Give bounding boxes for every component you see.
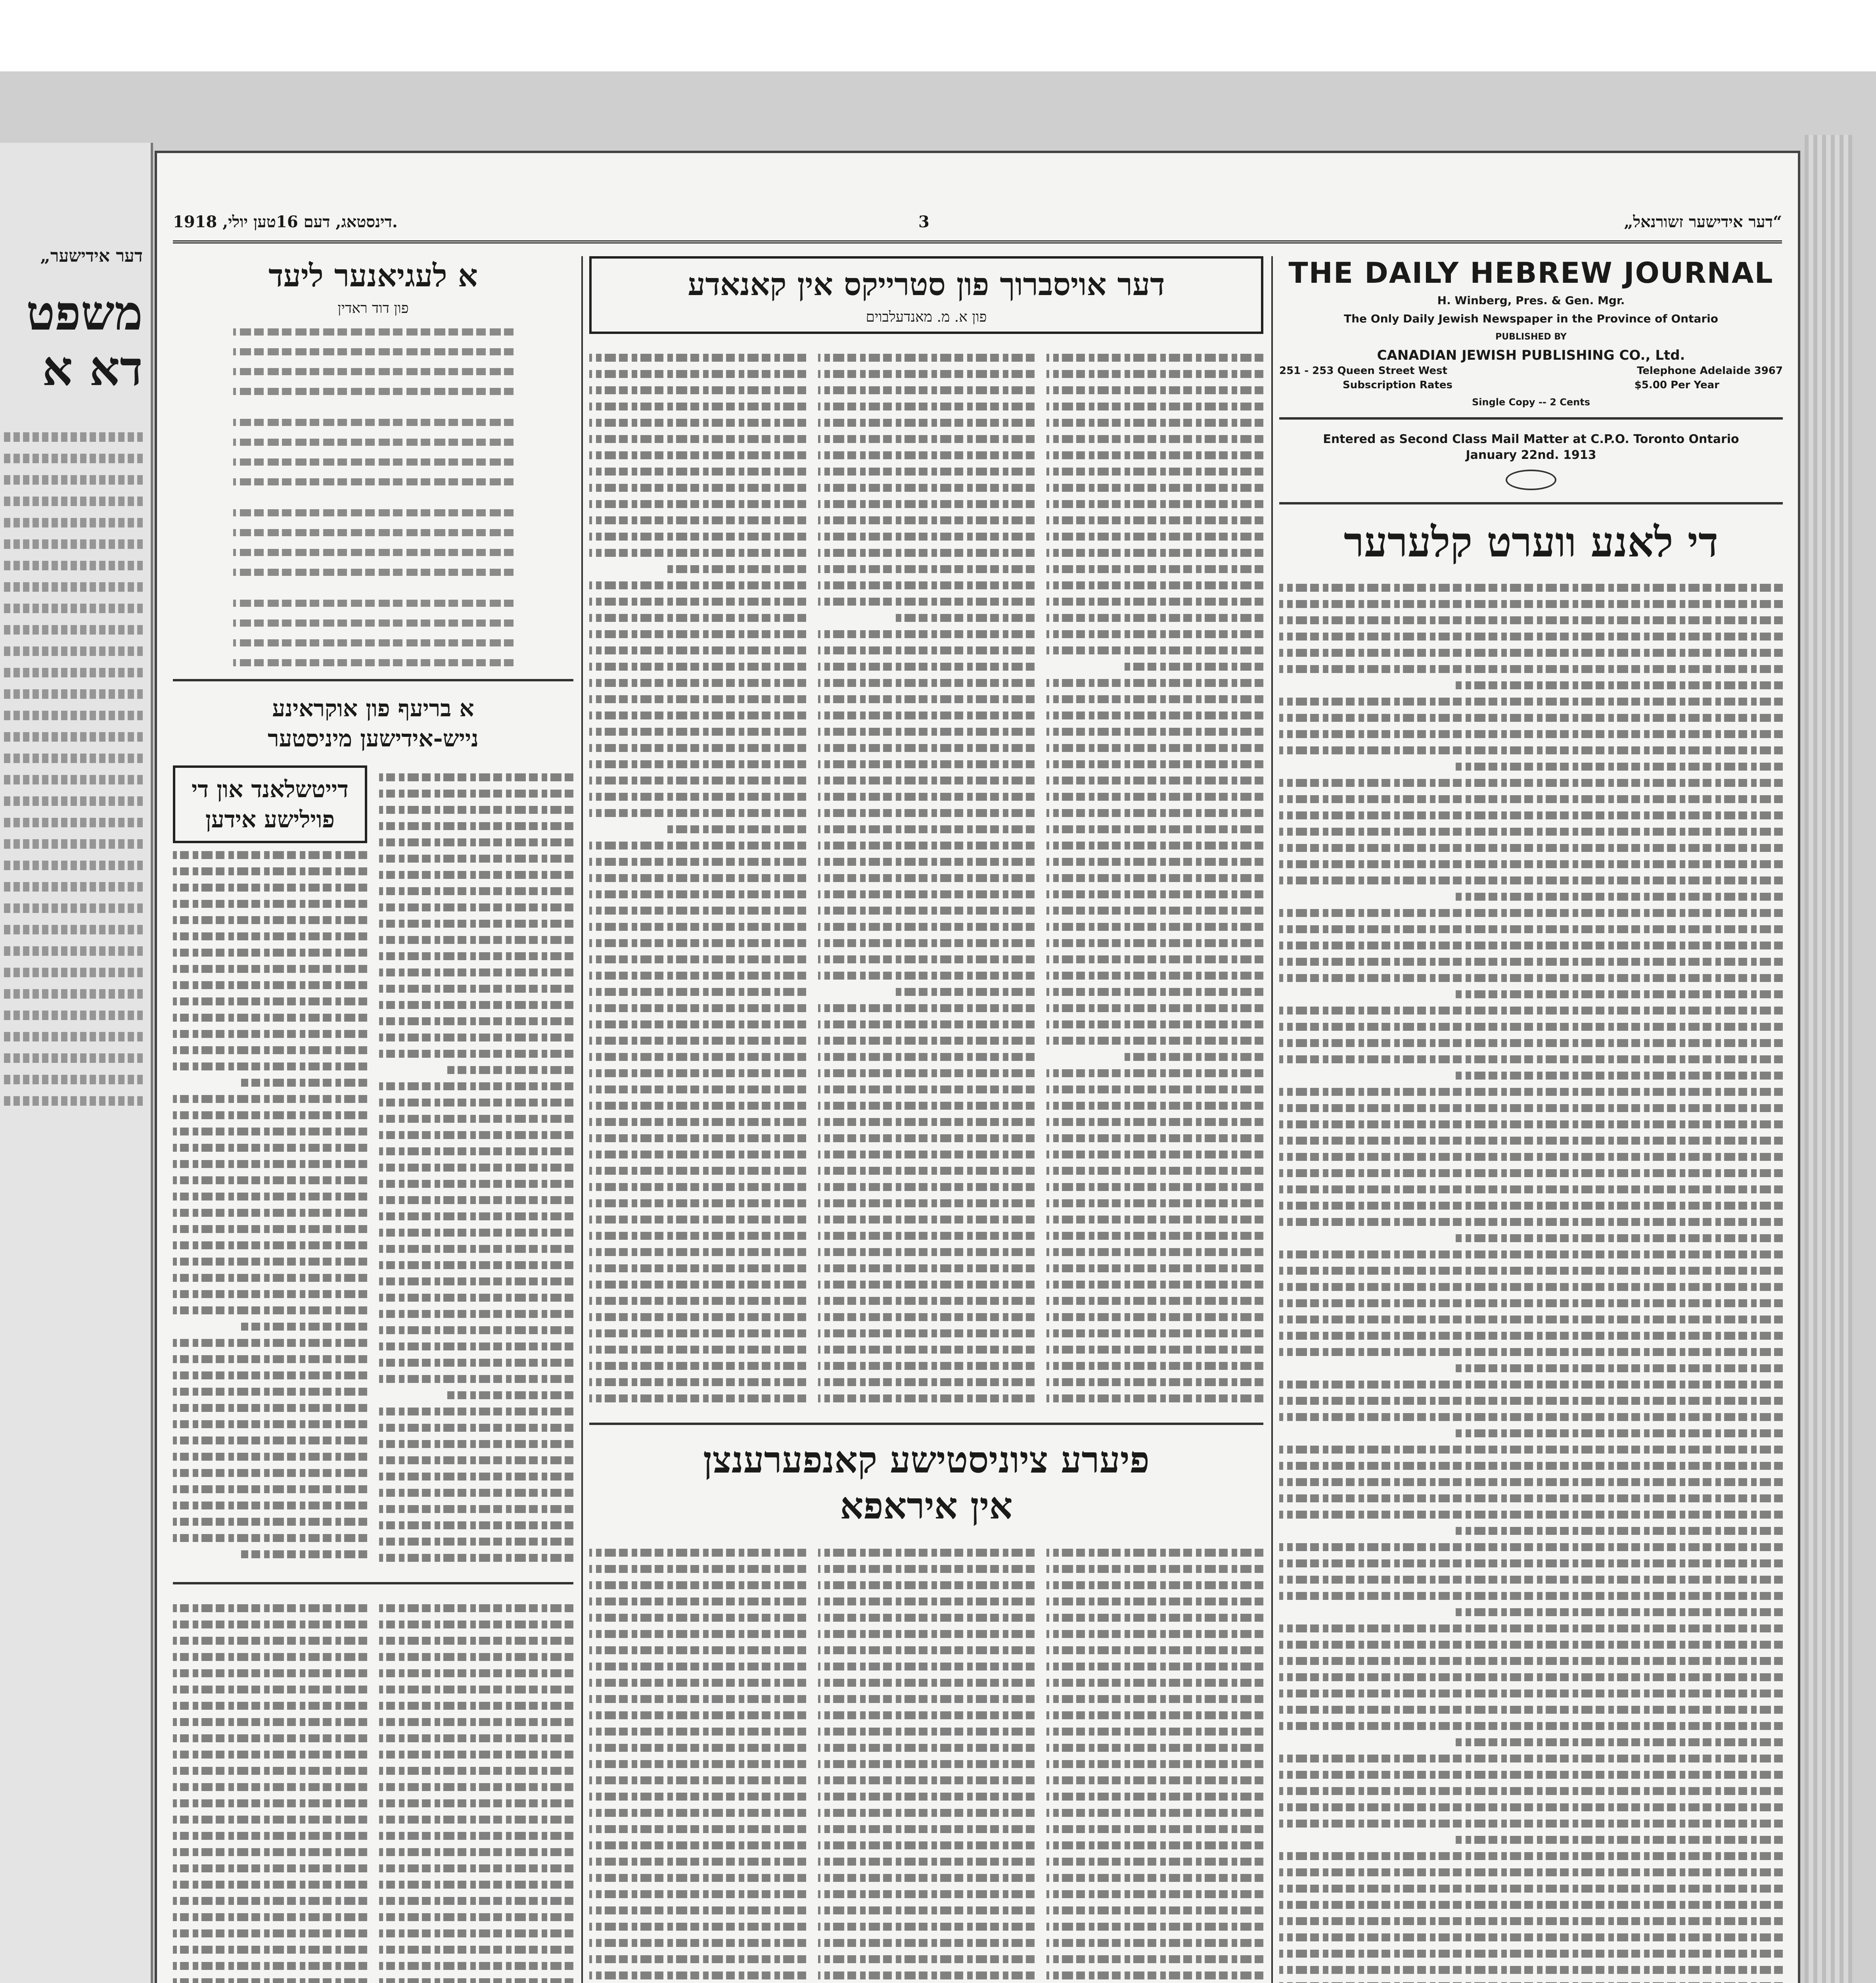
previous-page-header: „דער אידישער bbox=[40, 246, 143, 266]
strike-article-title: דער אויסברוך פון סטרייקס אין קאנאדע bbox=[688, 267, 1165, 303]
center-column bbox=[589, 256, 1263, 1983]
song-title: א לעגיאנער ליעד bbox=[268, 258, 478, 294]
masthead-tagline: The Only Daily Jewish Newspaper in the Province of Ontario bbox=[1344, 312, 1718, 325]
section-divider bbox=[173, 1582, 573, 1584]
ornament-icon bbox=[1506, 470, 1556, 490]
conference-column-right bbox=[1046, 1541, 1263, 1983]
column-rule bbox=[581, 256, 583, 1983]
section-divider bbox=[173, 679, 573, 681]
song-verses bbox=[173, 328, 573, 666]
column-rule bbox=[1271, 256, 1273, 1983]
strike-article-byline: פון א. מ. מאנדעלבוים bbox=[866, 309, 987, 325]
header-date: דינסטאג, דעם 16טען יולי, 1918. bbox=[173, 213, 398, 231]
conference-article-body bbox=[589, 1541, 1263, 1983]
letter-body-left bbox=[173, 765, 367, 1570]
masthead-company: CANADIAN JEWISH PUBLISHING CO., Ltd. bbox=[1377, 347, 1685, 363]
masthead-subscription-row bbox=[1279, 379, 1783, 391]
page-stack-edge bbox=[1805, 135, 1852, 1983]
subscription-label: Subscription Rates bbox=[1343, 379, 1453, 391]
letter-title: א בריעף פון אוקראינע נייש-אידישען מיניסטער bbox=[268, 695, 479, 752]
previous-page-text bbox=[0, 420, 151, 1106]
previous-page-edge bbox=[0, 143, 153, 1983]
single-copy-price: Single Copy -- 2 Cents bbox=[1472, 397, 1590, 408]
conference-title: פיערע ציוניסטישע קאנפערענצן אין איראפא bbox=[703, 1438, 1150, 1527]
previous-page-headline: משפט דא א bbox=[26, 285, 143, 397]
masthead-divider bbox=[1279, 417, 1783, 420]
running-header bbox=[173, 213, 1782, 244]
letter-section bbox=[173, 765, 573, 1570]
strike-article-body bbox=[589, 346, 1263, 1411]
section-divider bbox=[589, 1423, 1263, 1425]
postal-entry-notice: Entered as Second Class Mail Matter at C.P.O. Toronto Ontario January 22nd. 1913 bbox=[1323, 432, 1739, 462]
masthead-telephone: Telephone Adelaide 3967 bbox=[1636, 365, 1783, 377]
germany-title: דייטשלאנד און די פוילישע אידען bbox=[173, 765, 367, 843]
section-divider bbox=[1279, 502, 1783, 504]
masthead-published-by: PUBLISHED BY bbox=[1495, 332, 1567, 342]
editorial-body bbox=[1279, 584, 1783, 1983]
masthead-address: 251 - 253 Queen Street West bbox=[1279, 365, 1447, 377]
editorial-title: די לאנע ווערט קלערער bbox=[1343, 518, 1719, 566]
masthead-publisher: H. Winberg, Pres. & Gen. Mgr. bbox=[1437, 294, 1625, 307]
masthead-title: THE DAILY HEBREW JOURNAL bbox=[1288, 256, 1774, 290]
strike-article-header bbox=[589, 256, 1263, 334]
header-page-number: 3 bbox=[918, 213, 929, 231]
right-column bbox=[1279, 256, 1783, 1983]
masthead bbox=[1279, 256, 1783, 490]
song-byline: פון דוד ראדין bbox=[337, 300, 409, 316]
newspaper-page bbox=[155, 151, 1800, 1983]
left-column bbox=[173, 256, 573, 1983]
letter-body-right bbox=[379, 773, 573, 1570]
left-lower-text bbox=[173, 1596, 573, 1983]
masthead-address-row bbox=[1279, 365, 1783, 377]
header-paper-name: „דער אידישער זשורנאל“ bbox=[1624, 213, 1782, 231]
subscription-value: $5.00 Per Year bbox=[1634, 379, 1719, 391]
